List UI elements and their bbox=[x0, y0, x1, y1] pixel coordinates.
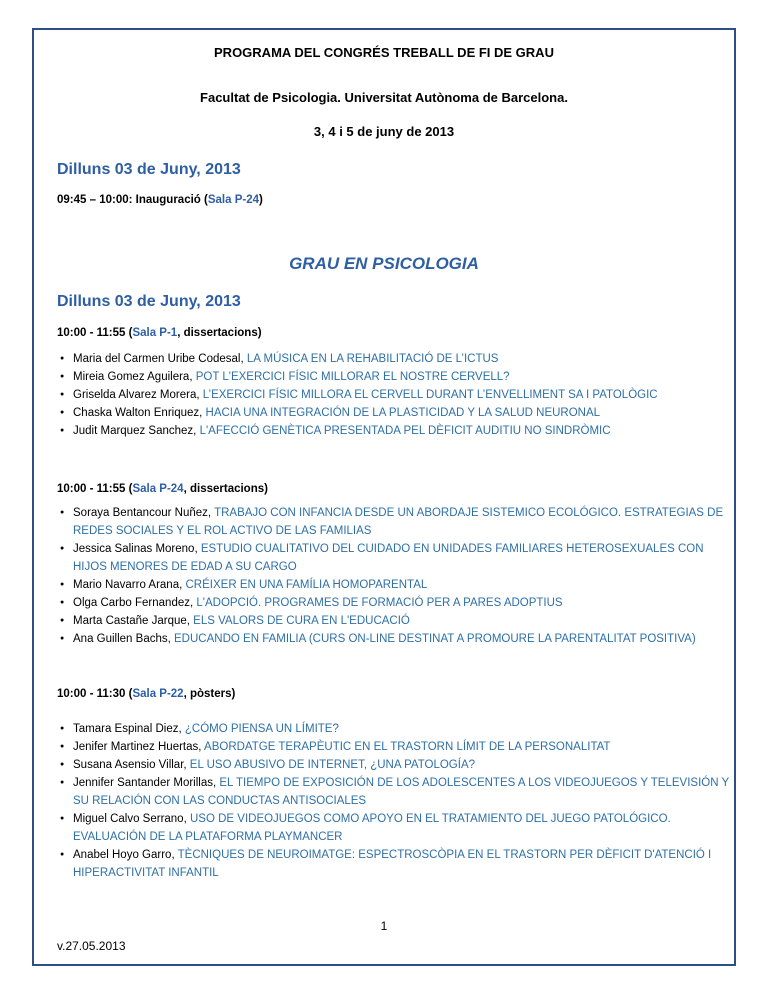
session-room: Sala P-24 bbox=[132, 483, 184, 495]
version-label: v.27.05.2013 bbox=[57, 939, 126, 953]
session-type: , dissertacions) bbox=[177, 327, 262, 339]
author-name: Maria del Carmen Uribe Codesal, bbox=[73, 353, 247, 365]
author-name: Olga Carbo Fernandez, bbox=[73, 597, 197, 609]
session-list bbox=[60, 504, 730, 648]
session-list bbox=[60, 720, 730, 882]
list-item bbox=[60, 594, 730, 612]
faculty-line: Facultat de Psicologia. Universitat Autònoma de Barcelona. bbox=[200, 90, 568, 105]
session-type: , pòsters) bbox=[183, 688, 236, 700]
opening-time: 09:45 – 10:00: Inauguració ( bbox=[57, 194, 208, 206]
session-list bbox=[60, 350, 730, 440]
dates-line: 3, 4 i 5 de juny de 2013 bbox=[313, 124, 455, 139]
program-title: PROGRAMA DEL CONGRÉS TREBALL DE FI DE GRAU bbox=[214, 45, 554, 60]
work-title: TÈCNIQUES DE NEUROIMATGE: ESPECTROSCÒPIA EN EL TRASTORN PER DÈFICIT D'ATENCIÓ I HIPERACTIVITAT INFANTIL bbox=[73, 849, 712, 879]
author-name: Jenifer Martinez Huertas, bbox=[73, 741, 205, 753]
list-item bbox=[60, 720, 730, 738]
work-title: USO DE VIDEOJUEGOS COMO APOYO EN EL TRATAMIENTO DEL JUEGO PATOLÓGICO. EVALUACIÓN DE LA PLATAFORMA PLAYMANCER bbox=[73, 813, 671, 843]
session-heading bbox=[57, 327, 262, 339]
author-name: Mario Navarro Arana, bbox=[73, 579, 186, 591]
day-heading-2: Dilluns 03 de Juny, 2013 bbox=[57, 293, 241, 310]
work-title: CRÉIXER EN UNA FAMÍLIA HOMOPARENTAL bbox=[185, 579, 428, 591]
list-item bbox=[60, 422, 730, 440]
opening-close: ) bbox=[259, 194, 263, 206]
work-title: EL USO ABUSIVO DE INTERNET, ¿UNA PATOLOGÍA? bbox=[189, 759, 476, 771]
session-room: Sala P-1 bbox=[132, 327, 178, 339]
session-heading bbox=[57, 688, 235, 700]
list-item bbox=[60, 810, 730, 846]
work-title: ¿CÓMO PIENSA UN LÍMITE? bbox=[184, 723, 339, 735]
author-name: Mireia Gomez Aguilera, bbox=[73, 371, 196, 383]
session-room: Sala P-22 bbox=[132, 688, 184, 700]
author-name: Chaska Walton Enriquez, bbox=[73, 407, 206, 419]
work-title: ABORDATGE TERAPÈUTIC EN EL TRASTORN LÍMIT DE LA PERSONALITAT bbox=[204, 741, 611, 753]
opening-room: Sala P-24 bbox=[207, 194, 259, 206]
author-name: Soraya Bentancour Nuñez, bbox=[73, 507, 215, 519]
work-title: EL TIEMPO DE EXPOSICIÓN DE LOS ADOLESCENTES A LOS VIDEOJUEGOS Y TELEVISIÓN Y SU RELACIÓN CON LAS CONDUCTAS ANTISOCIALES bbox=[73, 777, 729, 807]
work-title: EDUCANDO EN FAMILIA (CURS ON-LINE DESTINAT A PROMOURE LA PARENTALITAT POSITIVA) bbox=[174, 633, 696, 645]
work-title: L’EXERCICI FÍSIC MILLORA EL CERVELL DURANT L’ENVELLIMENT SA I PATOLÒGIC bbox=[202, 389, 658, 401]
author-name: Susana Asensio Villar, bbox=[73, 759, 190, 771]
session-time: 10:00 - 11:30 ( bbox=[57, 688, 133, 700]
author-name: Ana Guillen Bachs, bbox=[73, 633, 175, 645]
list-item bbox=[60, 630, 730, 648]
list-item bbox=[60, 386, 730, 404]
work-title: TRABAJO CON INFANCIA DESDE UN ABORDAJE SISTEMICO ECOLÓGICO. ESTRATEGIAS DE REDES SOCIALES Y EL ROL ACTIVO DE LAS FAMILIAS bbox=[73, 507, 724, 537]
author-name: Miguel Calvo Serrano, bbox=[73, 813, 190, 825]
list-item bbox=[60, 504, 730, 540]
opening-session bbox=[57, 194, 263, 206]
author-name: Jennifer Santander Morillas, bbox=[73, 777, 220, 789]
section-title-grau: GRAU EN PSICOLOGIA bbox=[289, 254, 479, 273]
day-heading-1: Dilluns 03 de Juny, 2013 bbox=[57, 161, 241, 178]
list-item bbox=[60, 774, 730, 810]
list-item bbox=[60, 756, 730, 774]
session-type: , dissertacions) bbox=[183, 483, 268, 495]
list-item bbox=[60, 540, 730, 576]
session-time: 10:00 - 11:55 ( bbox=[57, 327, 133, 339]
author-name: Anabel Hoyo Garro, bbox=[73, 849, 178, 861]
session-heading bbox=[57, 483, 268, 495]
work-title: L'ADOPCIÓ. PROGRAMES DE FORMACIÓ PER A PARES ADOPTIUS bbox=[196, 597, 563, 609]
author-name: Judit Marquez Sanchez, bbox=[73, 425, 200, 437]
list-item bbox=[60, 612, 730, 630]
session-time: 10:00 - 11:55 ( bbox=[57, 483, 133, 495]
list-item bbox=[60, 738, 730, 756]
list-item bbox=[60, 368, 730, 386]
work-title: POT L'EXERCICI FÍSIC MILLORAR EL NOSTRE CERVELL? bbox=[195, 371, 510, 383]
work-title: HACIA UNA INTEGRACIÓN DE LA PLASTICIDAD Y LA SALUD NEURONAL bbox=[205, 407, 601, 419]
author-name: Tamara Espinal Diez, bbox=[73, 723, 185, 735]
author-name: Jessica Salinas Moreno, bbox=[73, 543, 201, 555]
author-name: Marta Castañe Jarque, bbox=[73, 615, 194, 627]
author-name: Griselda Alvarez Morera, bbox=[73, 389, 203, 401]
page-number: 1 bbox=[380, 919, 388, 933]
list-item bbox=[60, 846, 730, 882]
list-item bbox=[60, 576, 730, 594]
list-item bbox=[60, 404, 730, 422]
work-title: L'AFECCIÓ GENÈTICA PRESENTADA PEL DÈFICIT AUDITIU NO SINDRÒMIC bbox=[199, 425, 611, 437]
work-title: ESTUDIO CUALITATIVO DEL CUIDADO EN UNIDADES FAMILIARES HETEROSEXUALES CON HIJOS MENORES DE EDAD A SU CARGO bbox=[73, 543, 704, 573]
work-title: LA MÚSICA EN LA REHABILITACIÓ DE L’ICTUS bbox=[246, 353, 499, 365]
list-item bbox=[60, 350, 730, 368]
work-title: ELS VALORS DE CURA EN L'EDUCACIÓ bbox=[193, 615, 410, 627]
